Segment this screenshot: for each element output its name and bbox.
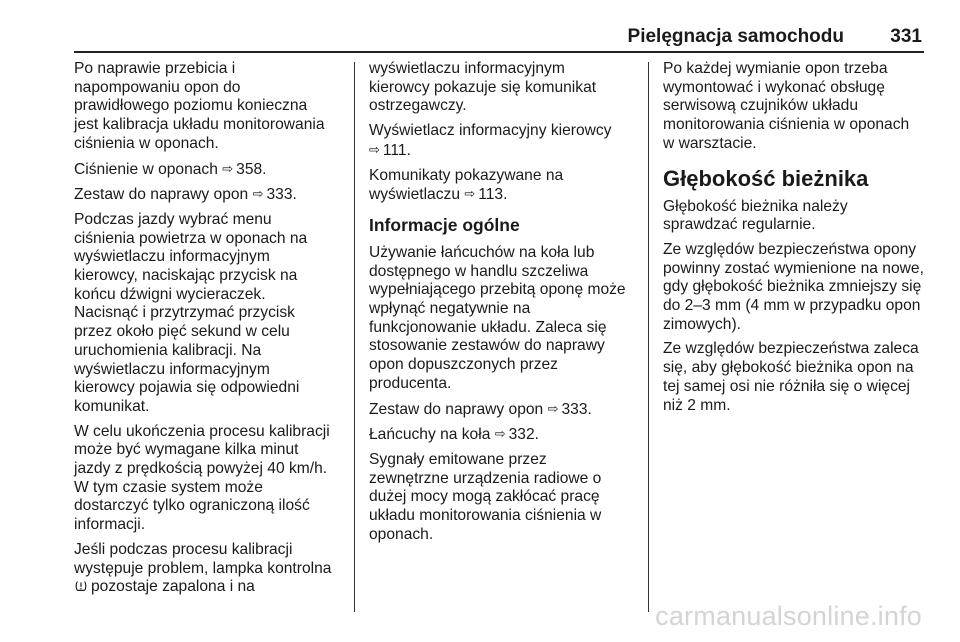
paragraph: wyświetlaczu informacyjnym kierowcy pokazuje się komunikat ostrzegawczy. — [369, 60, 597, 115]
paragraph: Używanie łańcuchów na koła lub dostępnego w handlu szczeliwa wypełniającego przebitą oponę może wpłynąć negatywnie na funkcjonowanie układu. Zaleca się stosowanie zestawów do naprawy opon dopuszczonych przez producenta. — [369, 243, 626, 392]
cross-reference[interactable]: Zestaw do naprawy opon ⇨ 333. — [369, 400, 592, 418]
column-1 — [74, 60, 344, 603]
paragraph: Jeśli podczas procesu kalibracji występuje problem, lampka kontrolna pozostaje zapalona i na — [74, 540, 332, 596]
paragraph: Po naprawie przebicia i napompowaniu opon do prawidłowego poziomu konieczna jest kalibracja układu monitorowania ciśnienia w oponach. — [74, 60, 325, 152]
paragraph: W celu ukończenia procesu kalibracji może być wymagane kilka minut jazdy z prędkością powyżej 40 km/h. W tym czasie system może dostarczyć tylko ograniczoną ilość informacji. — [74, 422, 330, 534]
page-reference-icon: ⇨ — [464, 186, 476, 202]
page-reference-icon: ⇨ — [252, 186, 264, 202]
column-2 — [369, 60, 639, 550]
tire-pressure-warning-icon — [74, 579, 88, 593]
cross-reference[interactable]: Łańcuchy na koła ⇨ 332. — [369, 426, 539, 444]
column-divider — [648, 62, 649, 612]
page-reference-icon: ⇨ — [369, 141, 380, 157]
cross-reference[interactable]: Komunikaty pokazywane na wyświetlaczu ⇨ 113. — [369, 166, 564, 204]
page-number: 331 — [890, 26, 922, 47]
header-rule — [74, 51, 924, 53]
section-heading: Głębokość bieżnika — [663, 165, 869, 191]
page-reference-icon: ⇨ — [547, 400, 559, 416]
paragraph: Ze względów bezpieczeństwa zaleca się, aby głębokość bieżnika opon na tej samej osi nie różniła się o więcej niż 2 mm. — [663, 340, 919, 414]
section-heading: Informacje ogólne — [369, 214, 520, 235]
cross-reference[interactable]: Ciśnienie w oponach ⇨ 358. — [74, 160, 267, 178]
watermark: carmanualsonline.info — [655, 601, 922, 631]
cross-reference[interactable]: Zestaw do naprawy opon ⇨ 333. — [74, 186, 297, 204]
page-reference-icon: ⇨ — [494, 426, 506, 442]
paragraph: Ze względów bezpieczeństwa opony powinny zostać wymienione na nowe, gdy głębokość bieżnika zmniejszy się do 2–3 mm (4 mm w przypadku opon zimowych). — [663, 240, 924, 333]
page-title: Pielęgnacja samochodu — [627, 26, 844, 47]
paragraph: Sygnały emitowane przez zewnętrzne urządzenia radiowe o dużej mocy mogą zakłócać pracę układu monitorowania ciśnienia w oponach. — [369, 450, 602, 543]
page-reference-icon: ⇨ — [222, 160, 234, 176]
cross-reference[interactable]: Wyświetlacz informacyjny kierowcy ⇨ 111. — [369, 122, 612, 159]
paragraph: Głębokość bieżnika należy sprawdzać regularnie. — [663, 197, 848, 234]
paragraph: Podczas jazdy wybrać menu ciśnienia powietrza w oponach na wyświetlaczu informacyjnym kierowcy, naciskając przycisk na końcu dźwigni wycieraczek. Nacisnąć i przytrzymać przycisk przez około pięć sekund w celu uruchomienia kalibracji. Na wyświetlaczu informacyjnym kierowcy pojawia się odpowiedni komunikat. — [74, 210, 308, 415]
column-divider — [354, 62, 355, 612]
column-3 — [663, 60, 928, 421]
paragraph: Po każdej wymianie opon trzeba wymontować i wykonać obsługę serwisową czujników układu monitorowania ciśnienia w oponach w warsztacie. — [663, 60, 910, 152]
page-header — [74, 26, 924, 50]
